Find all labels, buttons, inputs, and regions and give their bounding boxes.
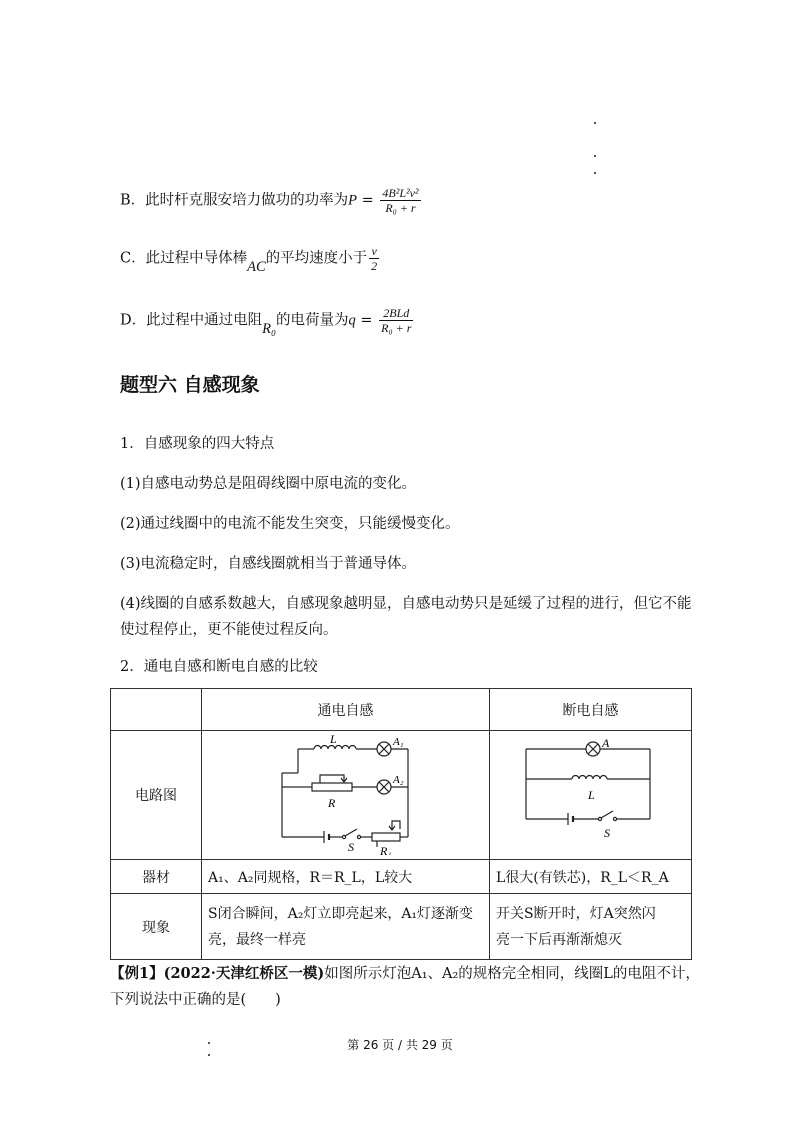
stray-dot: [208, 1054, 210, 1056]
label-r: R: [328, 796, 336, 810]
example-line-1: [110, 962, 700, 983]
label-a2: A₂: [393, 774, 404, 786]
example-source: (2022·天津红桥区一模): [163, 965, 325, 982]
circuit-diagram-2: [490, 731, 692, 860]
example-line-2: 下列说法中正确的是( ): [110, 992, 281, 1008]
table-row: [111, 894, 692, 960]
point-1b: (2)通过线圈中的电流不能发生突变，只能缓慢变化。: [120, 516, 460, 532]
label-r1: R₁: [380, 844, 392, 855]
row-label: 器材: [111, 860, 202, 894]
table-cell: L很大(有铁芯)，R_L＜R_A: [490, 860, 692, 894]
table-row: [111, 860, 692, 894]
cell-line: S闭合瞬间，A₂灯立即亮起来，A₁灯逐渐变: [208, 905, 474, 922]
fraction: $\frac{\text{2BLd}}{\text{R₀ + r}}$: [381, 306, 412, 335]
table-row: [111, 689, 692, 731]
table-cell: [490, 894, 692, 960]
table-header: 断电自感: [490, 689, 692, 731]
example-text: 如图所示灯泡A₁、A₂的规格完全相同，线圈L的电阻不计，: [324, 966, 700, 982]
table-cell-empty: [111, 689, 202, 731]
point-1a: (1)自感电动势总是阻碍线圈中原电流的变化。: [120, 476, 417, 492]
section-title: 题型六 自感现象: [120, 374, 260, 396]
stray-dot: [594, 155, 596, 157]
point-1: 1．自感现象的四大特点: [120, 436, 275, 452]
stray-dot: [594, 122, 596, 124]
label-a1: A₁: [393, 736, 404, 748]
page-footer: 第 26 页 / 共 29 页: [347, 1038, 453, 1052]
cell-line: 亮，最终一样亮: [208, 931, 306, 948]
table-cell: A₁、A₂同规格，R＝R_L，L较大: [202, 860, 490, 894]
comparison-table: [110, 688, 692, 960]
point-2: 2．通电自感和断电自感的比较: [120, 659, 318, 675]
point-1d-line1: (4)线圈的自感系数越大，自感现象越明显，自感电动势只是延缓了过程的进行，但它不能: [120, 596, 692, 612]
stray-dot: [208, 1042, 210, 1044]
row-label: 电路图: [111, 731, 202, 860]
cell-line: 亮一下后再渐渐熄灭: [496, 931, 622, 948]
circuit-svg-2: [490, 731, 691, 855]
table-row: [111, 731, 692, 860]
label-s: S: [348, 840, 354, 854]
fraction: $\frac{\text{4B²L²v²}}{\text{R₀ + r}}$: [382, 186, 419, 215]
table-cell: [202, 894, 490, 960]
example-tag: 【例1】: [110, 965, 164, 982]
label-l: L: [330, 732, 337, 746]
label-a: A: [602, 736, 610, 750]
row-label: 现象: [111, 894, 202, 960]
option-b: B．此时杆克服安培力做功的功率为P = $\frac{\text{4B²L²v²}}{\text{R₀ + r}}$: [120, 186, 419, 215]
label-s2: S: [604, 826, 610, 840]
circuit-svg-1: [202, 731, 489, 855]
table-header: 通电自感: [202, 689, 490, 731]
label-l2: L: [588, 788, 595, 802]
point-1d-line2: 使过程停止，更不能使过程反向。: [120, 622, 338, 638]
cell-line: 开关S断开时，灯A突然闪: [496, 905, 656, 922]
fraction: $\frac{v}{2}$: [371, 244, 378, 273]
stray-dot: [594, 172, 596, 174]
option-c: C．此过程中导体棒AC的平均速度小于 $\frac{v}{2}$: [120, 244, 378, 275]
circuit-diagram-1: [202, 731, 490, 860]
option-d: D．此过程中通过电阻R₀的电荷量为q = $\frac{\text{2BLd}}{\text{R₀ + r}}$: [120, 306, 412, 337]
point-1c: (3)电流稳定时，自感线圈就相当于普通导体。: [120, 556, 417, 572]
